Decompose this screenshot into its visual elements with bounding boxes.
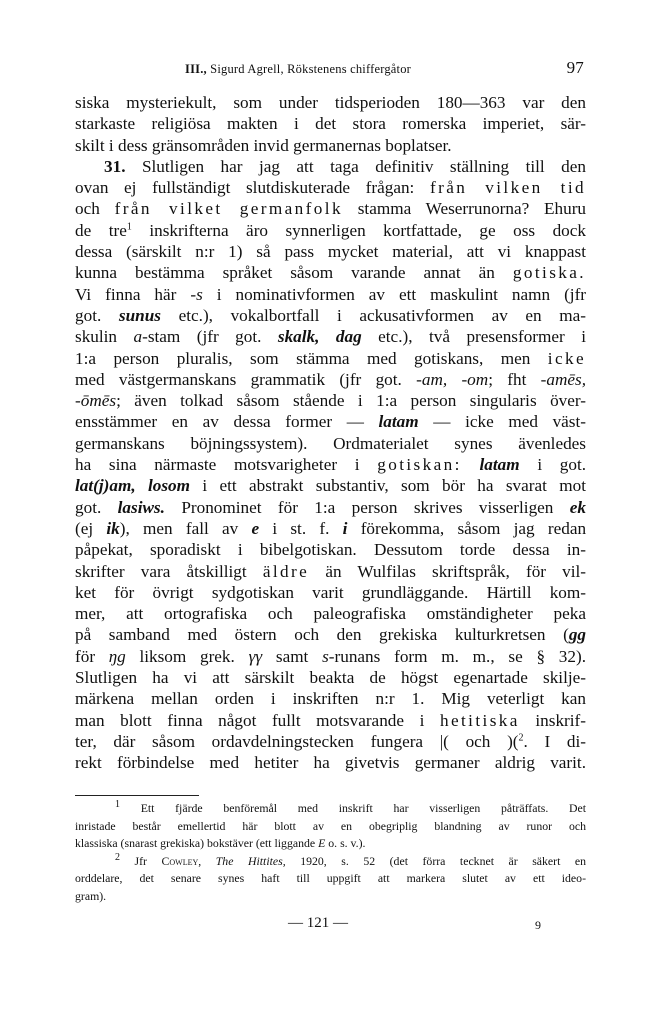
- text-line: starkaste religiösa makten i det stora romerska imperiet, sär-: [75, 114, 586, 134]
- page-footer: [75, 913, 586, 935]
- italic-text: -amēs,: [540, 369, 587, 389]
- footnote-1: [75, 800, 586, 818]
- text-fragment: — icke med väst-: [433, 412, 586, 432]
- text-line: [75, 156, 586, 177]
- text-fragment: inskrifterna äro synnerligen kortfattade, ge oss dock: [149, 220, 586, 240]
- italic-text: -ōmēs: [75, 391, 117, 411]
- spaced-text: äldre: [262, 561, 310, 581]
- italic-text: e: [251, 518, 260, 538]
- footnote-line: gram).: [75, 888, 107, 903]
- italic-text: The Hittites,: [215, 853, 286, 868]
- text-fragment: kunna bestämma språket såsom varande annat än: [75, 263, 495, 283]
- text-line: [75, 177, 586, 198]
- section-number: 31.: [104, 156, 126, 176]
- footnote-line: inristade består emellertid här blott av en obegriplig blandning av runor och: [75, 818, 586, 833]
- header-page-number: 97: [566, 58, 584, 77]
- italic-text: latam: [378, 412, 419, 432]
- spaced-text: från vilket germanfolk: [114, 199, 343, 219]
- italic-text: ŋg: [108, 646, 126, 666]
- text-fragment: ; även tolkad såsom stående i 1:a person singularis över-: [116, 391, 586, 411]
- text-fragment: ; fht: [488, 369, 527, 389]
- text-fragment: skrifter vara åtskilligt: [75, 561, 247, 581]
- text-line: märkena mellan orden i inskriften n:r 1. Mig veterligt kan: [75, 689, 586, 709]
- text-line: [75, 198, 586, 219]
- footnote-line: orddelare, det senare synes haft till uppgift att markera slutet av ett ideo-: [75, 871, 586, 886]
- running-header: [75, 58, 586, 82]
- spaced-text: gotiska.: [512, 263, 587, 283]
- text-fragment: (ej: [75, 518, 94, 538]
- text-line: [75, 262, 586, 283]
- italic-text: -s: [190, 284, 203, 304]
- text-fragment: etc.), vokalbortfall i ackusativformen av en ma-: [178, 305, 587, 325]
- text-fragment: i nominativformen av ett maskulint namn (jfr: [216, 284, 587, 304]
- footnote-line: [75, 835, 586, 853]
- italic-text: lasiws.: [117, 497, 165, 517]
- spaced-text: icke: [547, 348, 586, 368]
- header-title-text: Sigurd Agrell, Rökstenens chiffergåtor: [210, 62, 412, 76]
- italic-text: ek: [569, 497, 587, 517]
- text-line: [75, 411, 586, 432]
- text-line: [75, 561, 586, 582]
- text-fragment: Slutligen har jag att taga definitiv ställning till den: [141, 156, 586, 176]
- text-fragment: Vi finna här: [75, 284, 177, 304]
- text-fragment: ), men fall av: [119, 518, 239, 538]
- printer-signature: 9: [535, 918, 541, 932]
- footnote-divider: [75, 795, 199, 796]
- text-line: dessa (särskilt n:r 1) så pass mycket material, att vi knappast: [75, 242, 586, 262]
- text-fragment: -runans form m. m., se § 32).: [328, 646, 586, 666]
- text-fragment: för: [75, 646, 96, 666]
- text-fragment: . I di-: [523, 731, 586, 751]
- italic-text: latam: [479, 455, 520, 475]
- italic-text: lat(j)am, losom: [75, 476, 190, 496]
- text-fragment: -stam (jfr got.: [142, 327, 262, 347]
- footnote-ref-1: 1: [126, 221, 132, 233]
- text-line: påpekat, sporadiskt i bibelgotiskan. Dessutom torde dessa in-: [75, 540, 586, 560]
- text-line: [75, 220, 586, 241]
- text-line: [75, 369, 586, 390]
- text-fragment: inskrif-: [535, 710, 587, 730]
- text-fragment: samt: [275, 646, 309, 666]
- body-text: [75, 92, 586, 774]
- text-line: siska mysteriekult, som under tidsperioden 180—363 var den: [75, 93, 586, 112]
- text-line: [75, 497, 586, 518]
- footnote-marker-1: 1: [115, 799, 120, 811]
- header-section-number: III.,: [185, 62, 207, 76]
- text-line: [75, 731, 586, 752]
- text-line: [75, 284, 586, 305]
- text-line: [75, 518, 586, 539]
- text-line: germanskans böjningssystem). Ordmaterialet synes ävenledes: [75, 433, 586, 453]
- italic-text: -am, -om: [416, 369, 489, 389]
- text-line: [75, 454, 586, 475]
- header-title: [185, 62, 411, 77]
- text-line: [75, 646, 586, 667]
- spaced-text: från vilken tid: [429, 178, 586, 198]
- text-fragment: med västgermanskans grammatik (jfr got.: [75, 369, 402, 389]
- text-line: [75, 475, 586, 496]
- italic-text: sunus: [118, 305, 161, 325]
- italic-text: E: [318, 836, 326, 851]
- text-fragment: på samband med östern och den grekiska kulturkretsen (: [75, 625, 569, 645]
- text-line: rekt förbindelse med hetiter ha givetvis germaner aldrig varit.: [75, 753, 586, 773]
- text-fragment: ha sina närmaste motsvarigheter i: [75, 455, 360, 475]
- text-line: Slutligen ha vi att särskilt beakta de högst egenartade skilje-: [75, 668, 586, 688]
- italic-text: skalk, dag: [277, 327, 362, 347]
- text-fragment: 1920, s. 52 (det förra tecknet är säkert en: [300, 853, 587, 868]
- text-fragment: i st. f.: [272, 518, 330, 538]
- text-fragment: got.: [75, 497, 102, 517]
- text-fragment: etc.), två presensformer i: [378, 327, 586, 347]
- text-line: [75, 326, 586, 347]
- italic-text: s: [322, 646, 329, 666]
- text-fragment: man blott finna något fullt motsvarande i: [75, 710, 425, 730]
- italic-text: a: [133, 327, 143, 347]
- text-line: [75, 624, 586, 645]
- footer-page-label: — 121 —: [288, 915, 348, 931]
- page: [75, 58, 586, 774]
- italic-text: gg: [568, 625, 586, 645]
- text-line: [75, 305, 586, 326]
- text-line: skilt i dess gränsområden invid germanernas boplatser.: [75, 135, 452, 155]
- spaced-text: gotiskan:: [377, 455, 462, 475]
- italic-text: γγ: [248, 646, 263, 666]
- text-fragment: Pronominet för 1:a person skrives visserligen: [181, 497, 554, 517]
- italic-text: ik: [106, 518, 120, 538]
- text-fragment: i ett abstrakt substantiv, som bör ha svarat mot: [202, 476, 586, 496]
- spaced-text: hetitiska: [439, 710, 520, 730]
- italic-text: i: [342, 518, 348, 538]
- text-line: [75, 348, 586, 369]
- footnote-marker-2: 2: [115, 851, 120, 863]
- text-fragment: ter, där såsom ordavdelningstecken fungera |( och )(: [75, 731, 519, 751]
- text-fragment: klassiska (snarast grekiska) bokstäver (ett liggande: [75, 836, 316, 851]
- text-fragment: liksom grek.: [139, 646, 235, 666]
- text-fragment: ovan ej fullständigt slutdiskuterade frågan:: [75, 178, 415, 198]
- text-fragment: o. s. v.).: [328, 836, 366, 851]
- author-name: Cowley,: [161, 853, 202, 868]
- text-fragment: got.: [75, 305, 102, 325]
- text-fragment: 1:a person pluralis, som stämma med gotiskans, men: [75, 348, 531, 368]
- text-fragment: Ett fjärde benföremål med inskrift har visserligen påträffats. Det: [140, 801, 586, 815]
- text-fragment: än Wulfilas skriftspråk, för vil-: [325, 561, 587, 581]
- text-fragment: skulin: [75, 327, 118, 347]
- text-fragment: i got.: [537, 455, 587, 475]
- footnote-2: [75, 853, 586, 871]
- text-fragment: förekomma, såsom jag redan: [360, 518, 587, 538]
- text-line: [75, 710, 586, 731]
- text-line: mer, att ortografiska och paleografiska omständigheter peka: [75, 604, 586, 624]
- text-fragment: ensstämmer en av dessa former —: [75, 412, 364, 432]
- text-fragment: de tre: [75, 220, 127, 240]
- text-line: [75, 390, 586, 411]
- footnotes: [75, 800, 586, 906]
- footnote-ref-2: 2: [518, 732, 524, 744]
- text-line: ket för övrigt sydgotiskan varit grundläggande. Härtill kom-: [75, 582, 586, 602]
- text-fragment: Jfr: [134, 853, 147, 868]
- text-fragment: och: [75, 199, 100, 219]
- text-fragment: stamma Weserrunorna? Ehuru: [357, 199, 587, 219]
